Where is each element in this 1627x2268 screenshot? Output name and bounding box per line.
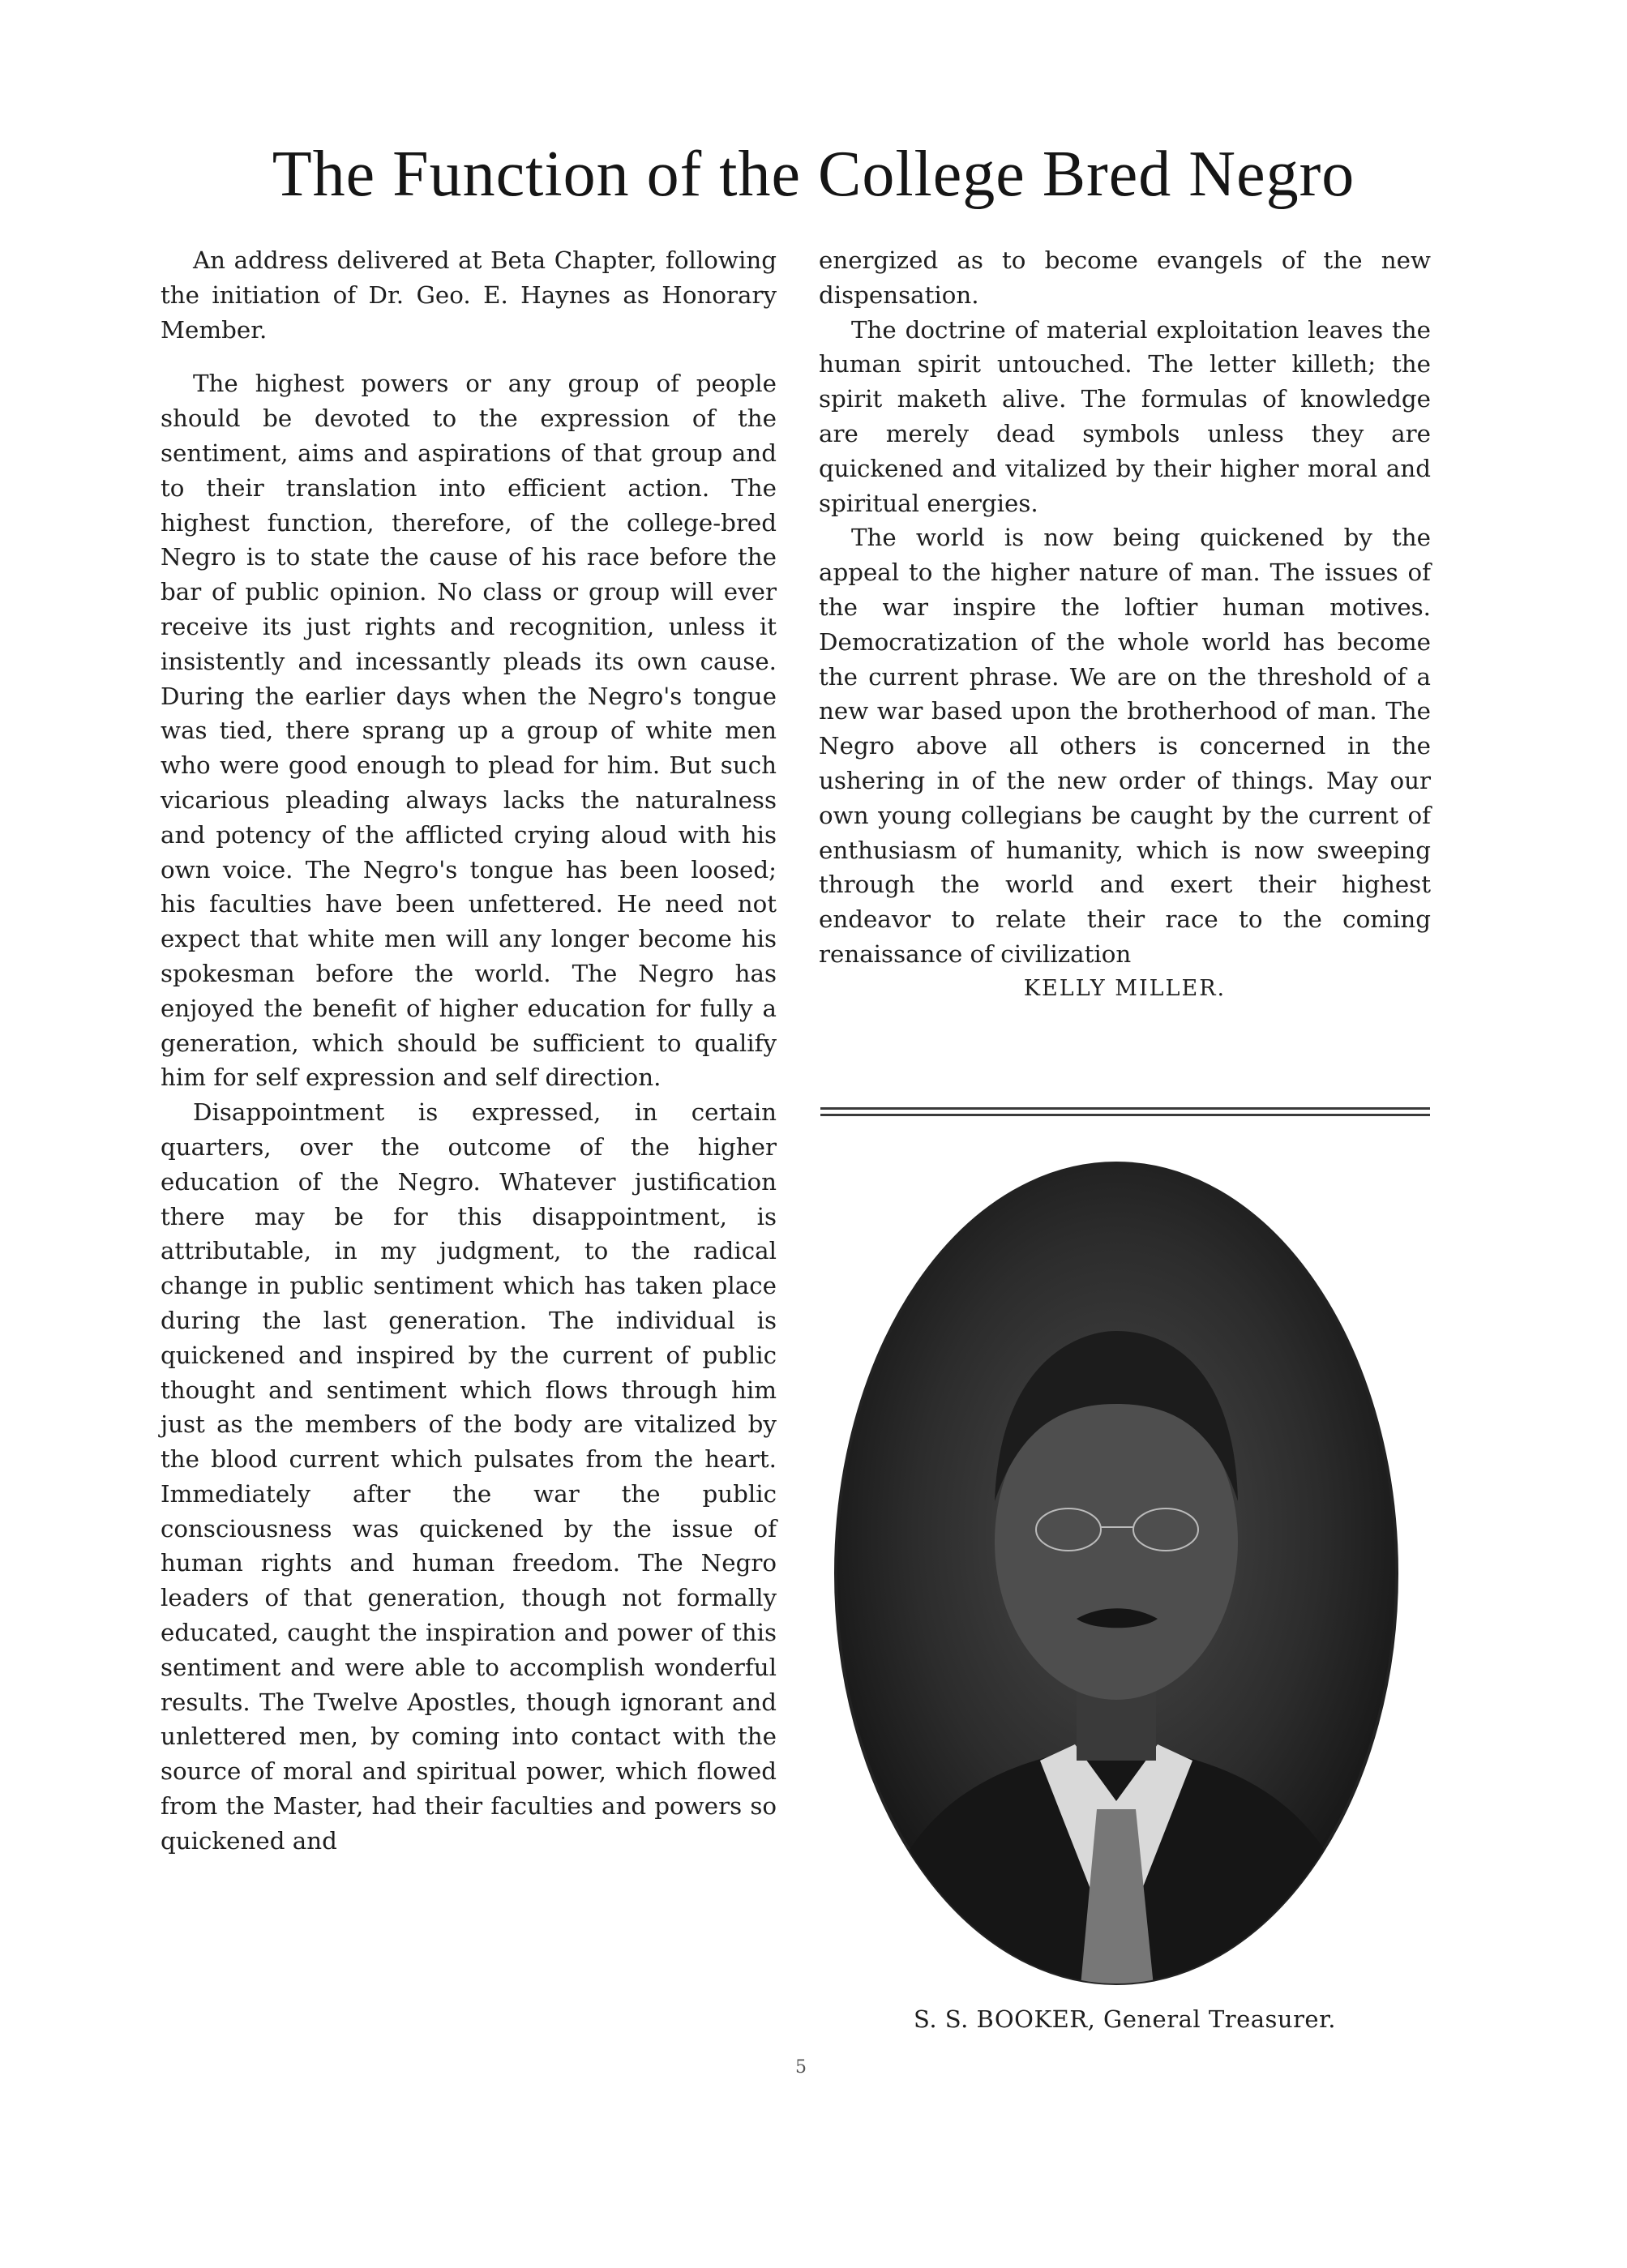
- portrait-photo: [833, 1161, 1399, 1986]
- photo-caption: S. S. BOOKER, General Treasurer.: [914, 2005, 1336, 2033]
- body-paragraph: The doctrine of material exploitation leaves the human spirit untouched. The letter killeth; the spirit maketh alive. The formulas of knowledge are merely dead symbols unless they are quickened and vitalized by their higher moral and spiritual energies.: [819, 315, 1431, 517]
- left-column: [161, 243, 777, 1859]
- article-intro: An address delivered at Beta Chapter, following the initiation of Dr. Geo. E. Haynes as Honorary Member.: [161, 246, 777, 344]
- page-number: 5: [795, 2057, 807, 2078]
- body-paragraph: The world is now being quickened by the appeal to the higher nature of man. The issues of the war inspire the loftier human motives. Democratization of the whole world has become the current phrase. We are on the threshold of a new war based upon the brotherhood of man. The Negro above all others is concerned in the ushering in of the new order of things. May our own young collegians be caught by the current of enthusiasm of humanity, which is now sweeping through the world and exert their highest endeavor to relate their race to the coming renaissance of civilization: [819, 524, 1431, 968]
- article-title: The Function of the College Bred Negro: [272, 139, 1355, 210]
- divider-rule-top: [820, 1107, 1430, 1110]
- body-paragraph: Disappointment is expressed, in certain quarters, over the outcome of the higher education of the Negro. Whatever justification there may be for this disappointment, is attributable, in my judgment, to the radical change in public sentiment which has taken place during the last generation. The individual is quickened and inspired by the current of public thought and sentiment which flows through him just as the members of the body are vitalized by the blood current which pulsates from the heart. Immediately after the war the public consciousness was quickened by the issue of human rights and human freedom. The Negro leaders of that generation, though not formally educated, caught the inspiration and power of this sentiment and were able to accomplish wonderful results. The Twelve Apostles, though ignorant and unlettered men, by coming into contact with the source of moral and spiritual power, which flowed from the Master, had their faculties and powers so quickened and: [161, 1098, 777, 1855]
- right-column: [819, 243, 1431, 1007]
- body-paragraph: The highest powers or any group of people should be devoted to the expression of the sentiment, aims and aspirations of that group and to their translation into efficient action. The highest function, therefore, of the college-bred Negro is to state the cause of his race before the bar of public opinion. No class or group will ever receive its just rights and recognition, unless it insistently and incessantly pleads its own cause. During the earlier days when the Negro's tongue was tied, there sprang up a group of white men who were good enough to plead for him. But such vicarious pleading always lacks the naturalness and potency of the afflicted crying aloud with his own voice. The Negro's tongue has been loosed; his faculties have been unfettered. He need not expect that white men will any longer become his spokesman before the world. The Negro has enjoyed the benefit of higher education for fully a generation, which should be sufficient to qualify him for self expression and self direction.: [161, 370, 777, 1092]
- body-paragraph: energized as to become evangels of the new dispensation.: [819, 246, 1431, 309]
- divider-rule-bottom: [820, 1114, 1430, 1116]
- author-signature: KELLY MILLER.: [1023, 975, 1227, 1001]
